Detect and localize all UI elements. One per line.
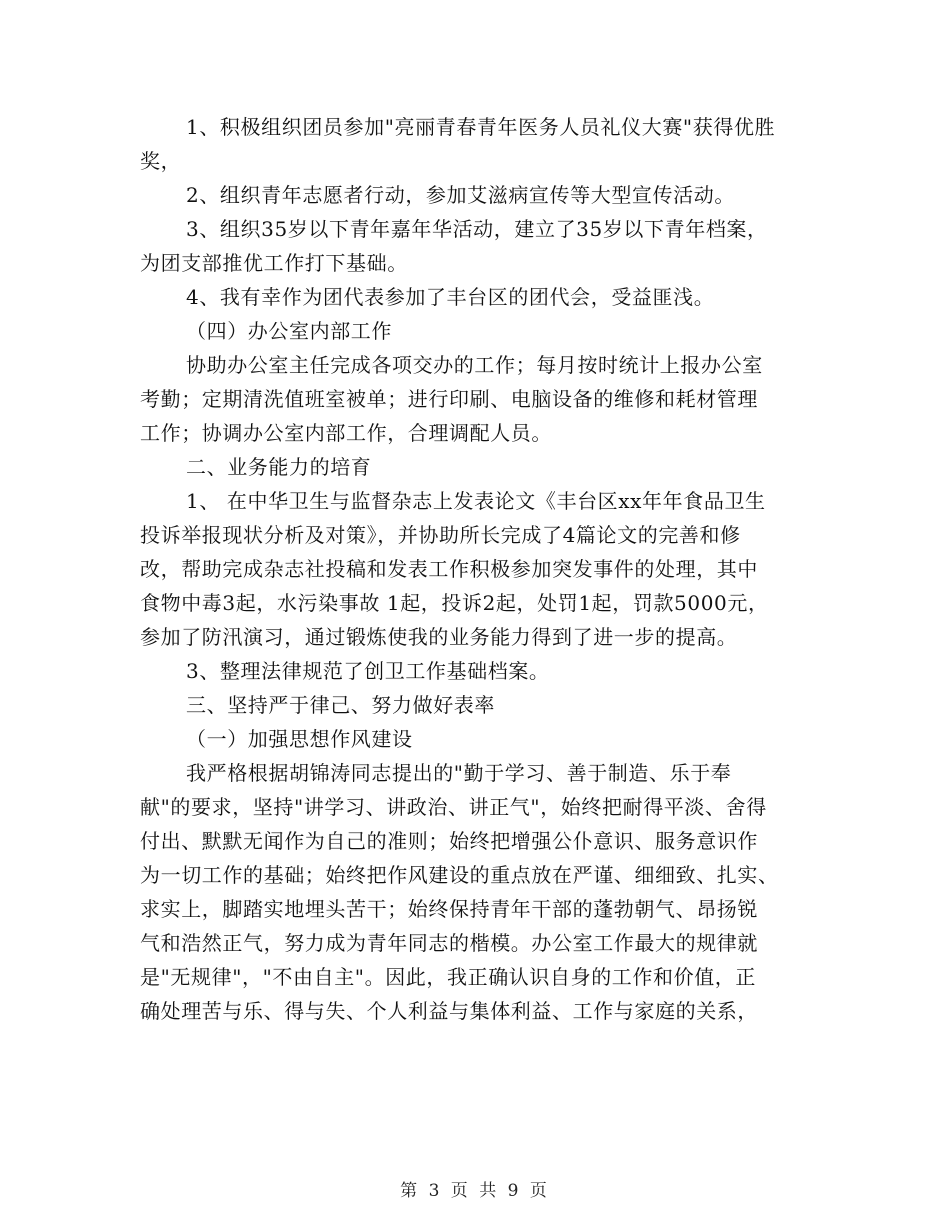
paragraph-line: 献"的要求，坚持"讲学习、讲政治、讲正气"，始终把耐得平淡、舍得: [140, 795, 767, 819]
paragraph-line: 我严格根据胡锦涛同志提出的"勤于学习、善于制造、乐于奉: [186, 761, 732, 785]
paragraph-line: 气和浩然正气，努力成为青年同志的楷模。办公室工作最大的规律就: [140, 931, 758, 955]
paragraph-line: 是"无规律"，"不由自主"。因此，我正确认识自身的工作和价值，正: [140, 965, 756, 989]
paragraph-line: 付出、默默无闻作为自己的准则；始终把增强公仆意识、服务意识作: [140, 829, 758, 853]
page-number: 第 3 页 共 9 页: [400, 1181, 550, 1201]
paragraph-line: 考勤；定期清洗值班室被单；进行印刷、电脑设备的维修和耗材管理: [140, 387, 758, 411]
section-heading: （一）加强思想作风建设: [186, 727, 413, 751]
paragraph-line: 3、整理法律规范了创卫工作基础档案。: [186, 659, 550, 683]
paragraph-line: 3、组织35岁以下青年嘉年华活动，建立了35岁以下青年档案，: [186, 217, 768, 241]
paragraph-line: 1、积极组织团员参加"亮丽青春青年医务人员礼仪大赛"获得优胜: [186, 115, 776, 139]
paragraph-line: 协助办公室主任完成各项交办的工作；每月按时统计上报办公室: [186, 353, 763, 377]
paragraph-line: 食物中毒3起，水污染事故 1起，投诉2起，处罚1起，罚款5000元，: [140, 591, 769, 615]
paragraph-line: 2、组织青年志愿者行动，参加艾滋病宣传等大型宣传活动。: [186, 183, 735, 207]
paragraph-line: 确处理苦与乐、得与失、个人利益与集体利益、工作与家庭的关系，: [140, 999, 758, 1023]
section-heading: （四）办公室内部工作: [186, 319, 392, 343]
section-heading: 二、业务能力的培育: [186, 455, 372, 479]
paragraph-line: 奖，: [140, 149, 182, 173]
paragraph-line: 1、 在中华卫生与监督杂志上发表论文《丰台区xx年年食品卫生: [186, 489, 766, 513]
document-body: [140, 110, 810, 1028]
paragraph-line: 工作；协调办公室内部工作，合理调配人员。: [140, 421, 552, 445]
paragraph-line: 为一切工作的基础；始终把作风建设的重点放在严谨、细细致、扎实、: [140, 863, 779, 887]
paragraph-line: 参加了防汛演习，通过锻炼使我的业务能力得到了进一步的提高。: [140, 625, 738, 649]
paragraph-line: 求实上，脚踏实地埋头苦干；始终保持青年干部的蓬勃朝气、昂扬锐: [140, 897, 758, 921]
section-heading: 三、坚持严于律己、努力做好表率: [186, 693, 495, 717]
paragraph-line: 投诉举报现状分析及对策》，并协助所长完成了4篇论文的完善和修: [140, 523, 741, 547]
paragraph-line: 4、我有幸作为团代表参加了丰台区的团代会，受益匪浅。: [186, 285, 715, 309]
paragraph-line: 为团支部推优工作打下基础。: [140, 251, 408, 275]
paragraph-line: 改，帮助完成杂志社投稿和发表工作积极参加突发事件的处理，其中: [140, 557, 758, 581]
